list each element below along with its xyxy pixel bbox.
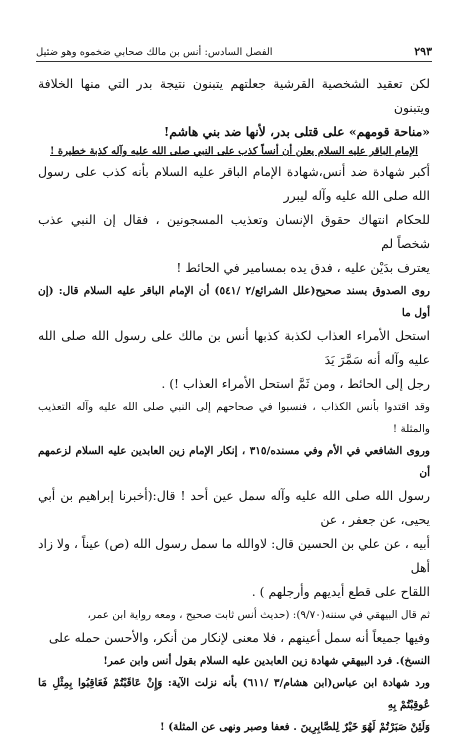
paragraph: ثم قال البيهقي في سننه(٩/٧٠): (حديث أنس ثابت صحيح ، ومعه رواية ابن عمر، bbox=[87, 609, 430, 621]
paragraph: وقد اقتدوا بأنس الكذاب ، فنسبوا في صحاحهم إلى النبي صلى الله عليه وآله التعذيب والمثلة ! bbox=[38, 401, 430, 435]
paragraph: النسخ). فرد البيهقي شهادة زين العابدين عليه السلام بقول أنس وابن عمر! bbox=[103, 655, 430, 667]
paragraph: وروى الشافعي في الأم وفي مسنده/٣١٥ ، إنكار الإمام زين العابدين عليه السلام لزعمهم أن bbox=[38, 445, 430, 479]
paragraph: «مناحة قومهم» على قتلى بدر، لأنها ضد بني هاشم! bbox=[163, 124, 430, 139]
running-title: الفصل السادس: أنس بن مالك صحابي ضخموه وهو ضئيل bbox=[36, 47, 273, 58]
body-text bbox=[38, 72, 430, 738]
paragraph: روى الصدوق بسند صحيح(علل الشرائع/٢ /٥٤١) أن الإمام الباقر عليه السلام قال: (إن أول ما bbox=[38, 285, 430, 319]
paragraph: لكن تعقيد الشخصية القرشية جعلتهم يتبنون نتيجة بدر التي منها الخلافة ويتبنون bbox=[38, 76, 430, 115]
paragraph: رسول الله صلى الله عليه وآله سمل عين أحد ! قال:(أخبرنا إبراهيم بن أبي يحيى، عن جعفر ، عن bbox=[38, 488, 430, 527]
paragraph: استحل الأمراء العذاب لكذبة كذبها أنس بن مالك على رسول الله صلى الله عليه وآله أنه سَمَّرَ يَدَ bbox=[38, 328, 430, 367]
paragraph: يعترف بدَيْن عليه ، فدق يده بمسامير في الحائط ! bbox=[176, 260, 430, 275]
paragraph: رجل إلى الحائط ، ومن ثَمَّ استحل الأمراء العذاب !) . bbox=[161, 376, 430, 391]
page-header bbox=[36, 40, 432, 62]
section-heading: الإمام الباقر عليه السلام يعلن أن أنساً كذب على النبي صلى الله عليه وآله كذبة خطيرة ! bbox=[50, 146, 418, 157]
paragraph: اللقاح على قطع أيديهم وأرجلهم ) . bbox=[251, 584, 430, 599]
paragraph: وفيها جميعاً أنه سمل أعينهم ، فلا معنى لإنكار من أنكر، والأحسن حمله على bbox=[48, 630, 430, 645]
paragraph: ورد شهادة ابن عباس(ابن هشام/٣ /٦١١) بأنه نزلت الآية: وَإِنْ عَاقَبْتُمْ فَعَاقِبُوا بِمِثْلِ مَا عُوقِبْتُمْ بِهِ bbox=[38, 677, 430, 711]
paragraph: للحكام انتهاك حقوق الإنسان وتعذيب المسجونين ، فقال إن النبي عذب شخصاً لم bbox=[38, 212, 430, 251]
paragraph: أبيه ، عن علي بن الحسين قال: لاوالله ما سمل رسول الله (ص) عيناً ، ولا زاد أهل bbox=[38, 536, 430, 575]
paragraph: وَلَئِنْ صَبَرْتُمْ لَهُوَ خَيْرٌ لِلصَّابِرِينَ . فعفا وصبر ونهى عن المثلة) ! bbox=[159, 721, 430, 733]
page-number: ٢٩٣ bbox=[414, 45, 432, 58]
paragraph: أكبر شهادة ضد أنس،شهادة الإمام الباقر عليه السلام بأنه كذب على رسول الله صلى الله عليه وآله ليبرر bbox=[38, 164, 430, 203]
